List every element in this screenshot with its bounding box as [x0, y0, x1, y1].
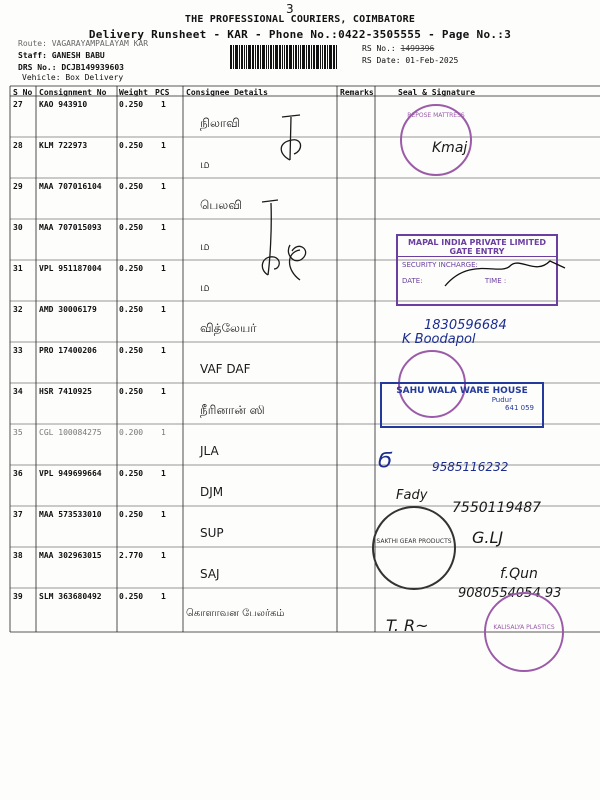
- col-header-remarks: Remarks: [340, 88, 374, 97]
- sakthi-seal-text: SAKTHI GEAR PRODUCTS: [376, 538, 452, 545]
- row-consignee-handwriting: SUP: [200, 526, 224, 540]
- phone-note-1: 1830596684: [424, 318, 507, 333]
- row-sno: 35: [13, 428, 23, 437]
- row-weight: 0.250: [119, 346, 144, 355]
- col-header-seal: Seal & Signature: [398, 88, 476, 97]
- col-header-pcs: PCS: [155, 88, 170, 97]
- drs-value: DCJB149939603: [61, 63, 124, 72]
- row-weight: 0.250: [119, 223, 144, 232]
- signature-row27: Kmaj: [432, 140, 468, 156]
- row-consignee-handwriting: ம: [200, 239, 210, 253]
- mapal-stamp-security: SECURITY INCHARGE:: [402, 261, 478, 269]
- row-consignee-handwriting: DJM: [200, 485, 224, 499]
- row-weight: 0.250: [119, 592, 144, 601]
- row-pcs: 1: [161, 223, 166, 232]
- row-sno: 38: [13, 551, 23, 560]
- row-sno: 31: [13, 264, 23, 273]
- row-sno: 28: [13, 141, 23, 150]
- row-pcs: 1: [161, 469, 166, 478]
- row-pcs: 1: [161, 592, 166, 601]
- row-consignee-handwriting: கொளாவன பேலர்கம்: [186, 608, 285, 619]
- row-pcs: 1: [161, 264, 166, 273]
- row-sno: 30: [13, 223, 23, 232]
- sahu-title: SAHU WALA WARE HOUSE: [396, 386, 528, 396]
- row-weight: 0.250: [119, 141, 144, 150]
- row-consignment: MAA 707016104: [39, 182, 102, 191]
- row-weight: 0.250: [119, 469, 144, 478]
- drs-label: DRS No.:: [18, 63, 57, 72]
- mapal-stamp-time: TIME :: [484, 277, 507, 285]
- runsheet-title: Delivery Runsheet - KAR - Phone No.:0422-3505555 - Page No.:3: [88, 28, 512, 41]
- col-header-consignment: Consignment No: [39, 88, 107, 97]
- row-sno: 39: [13, 592, 23, 601]
- staff-label: Staff: GANESH BABU: [18, 51, 105, 60]
- mapal-stamp-date: DATE:: [402, 277, 423, 285]
- row-consignment: MAA 707015093: [39, 223, 102, 232]
- signature-row36: Ϭ: [378, 448, 392, 472]
- row-sno: 34: [13, 387, 23, 396]
- row-pcs: 1: [161, 346, 166, 355]
- row-consignee-handwriting: பெலவி: [200, 198, 242, 212]
- row-consignee-handwriting: ம: [200, 280, 210, 294]
- row-consignee-handwriting: வித்லேயர்: [200, 321, 257, 335]
- sakthi-gear-seal: [372, 506, 456, 590]
- signature-row38: f.Qun: [500, 566, 538, 582]
- row-consignment: VPL 949699664: [39, 469, 102, 478]
- row-sno: 27: [13, 100, 23, 109]
- row-consignment: MAA 302963015: [39, 551, 102, 560]
- row-consignee-handwriting: நீரினான் ஸி: [200, 403, 265, 417]
- rs-date: RS Date: 01-Feb-2025: [362, 56, 459, 65]
- row-pcs: 1: [161, 141, 166, 150]
- signature-row37-initials: Fady: [396, 488, 428, 503]
- row-consignee-handwriting: ம: [200, 157, 210, 171]
- row-sno: 37: [13, 510, 23, 519]
- row-consignment: SLM 363680492: [39, 592, 102, 601]
- route-label: Route: VAGARAYAMPALAYAM KAR: [18, 39, 149, 48]
- phone-note-3: 7550119487: [452, 500, 542, 516]
- row-consignment: KLM 722973: [39, 141, 88, 150]
- signature-row37: G.LJ: [472, 528, 504, 547]
- header-mark: 3: [286, 2, 294, 16]
- row-weight: 2.770: [119, 551, 144, 560]
- row-pcs: 1: [161, 510, 166, 519]
- row-weight: 0.250: [119, 100, 144, 109]
- row-weight: 0.250: [119, 305, 144, 314]
- mapal-stamp-line2: GATE ENTRY: [398, 247, 556, 257]
- row-weight: 0.250: [119, 510, 144, 519]
- row-sno: 36: [13, 469, 23, 478]
- sahu-warehouse-stamp: [380, 382, 544, 428]
- row-sno: 29: [13, 182, 23, 191]
- row-consignment: HSR 7410925: [39, 387, 92, 396]
- row-pcs: 1: [161, 182, 166, 191]
- col-header-consignee: Consignee Details: [186, 88, 268, 97]
- repose-seal-text: REPOSE MATTRESS: [407, 112, 465, 119]
- sahu-phone: 641 059: [505, 404, 534, 412]
- row-pcs: 1: [161, 551, 166, 560]
- kalisalya-seal-text: KALISALYA PLASTICS: [493, 624, 555, 631]
- row-weight: 0.250: [119, 264, 144, 273]
- row-consignment: PRO 17400206: [39, 346, 97, 355]
- row-weight: 0.200: [119, 428, 144, 437]
- mapal-stamp-line1: MAPAL INDIA PRIVATE LIMITED: [407, 238, 547, 247]
- col-header-weight: Weight: [119, 88, 148, 97]
- row-weight: 0.250: [119, 387, 144, 396]
- phone-note-4: 9080554054 93: [458, 586, 562, 601]
- sahu-sub: Pudur: [491, 396, 512, 404]
- signature-row39: T. R~: [386, 616, 429, 635]
- signature-row32: K Boodapol: [402, 332, 476, 347]
- row-consignment: CGL 100084275: [39, 428, 102, 437]
- vehicle-label: Vehicle: Box Delivery: [22, 73, 124, 82]
- row-pcs: 1: [161, 100, 166, 109]
- row-consignee-handwriting: JLA: [200, 444, 219, 458]
- row-consignee-handwriting: நிலாவி: [200, 116, 240, 130]
- row-weight: 0.250: [119, 182, 144, 191]
- mapal-signature: [440, 246, 570, 296]
- row-sno: 33: [13, 346, 23, 355]
- row-pcs: 1: [161, 387, 166, 396]
- row-consignment: KAO 943910: [39, 100, 88, 109]
- kalisalya-seal: [484, 592, 564, 672]
- row-pcs: 1: [161, 428, 166, 437]
- row-consignment: AMD 30006179: [39, 305, 97, 314]
- row-consignment: MAA 573533010: [39, 510, 102, 519]
- row-sno: 32: [13, 305, 23, 314]
- phone-note-2: 9585116232: [432, 460, 509, 474]
- rs-no-value: 1499396: [400, 44, 435, 53]
- row-consignee-handwriting: VAF DAF: [200, 362, 251, 376]
- row-pcs: 1: [161, 305, 166, 314]
- row-consignee-handwriting: SAJ: [200, 567, 220, 581]
- col-header-sno: S No: [13, 88, 33, 97]
- row-consignment: VPL 951187004: [39, 264, 102, 273]
- rs-no-label: RS No.:: [362, 44, 396, 53]
- company-title: THE PROFESSIONAL COURIERS, COIMBATORE: [184, 14, 416, 25]
